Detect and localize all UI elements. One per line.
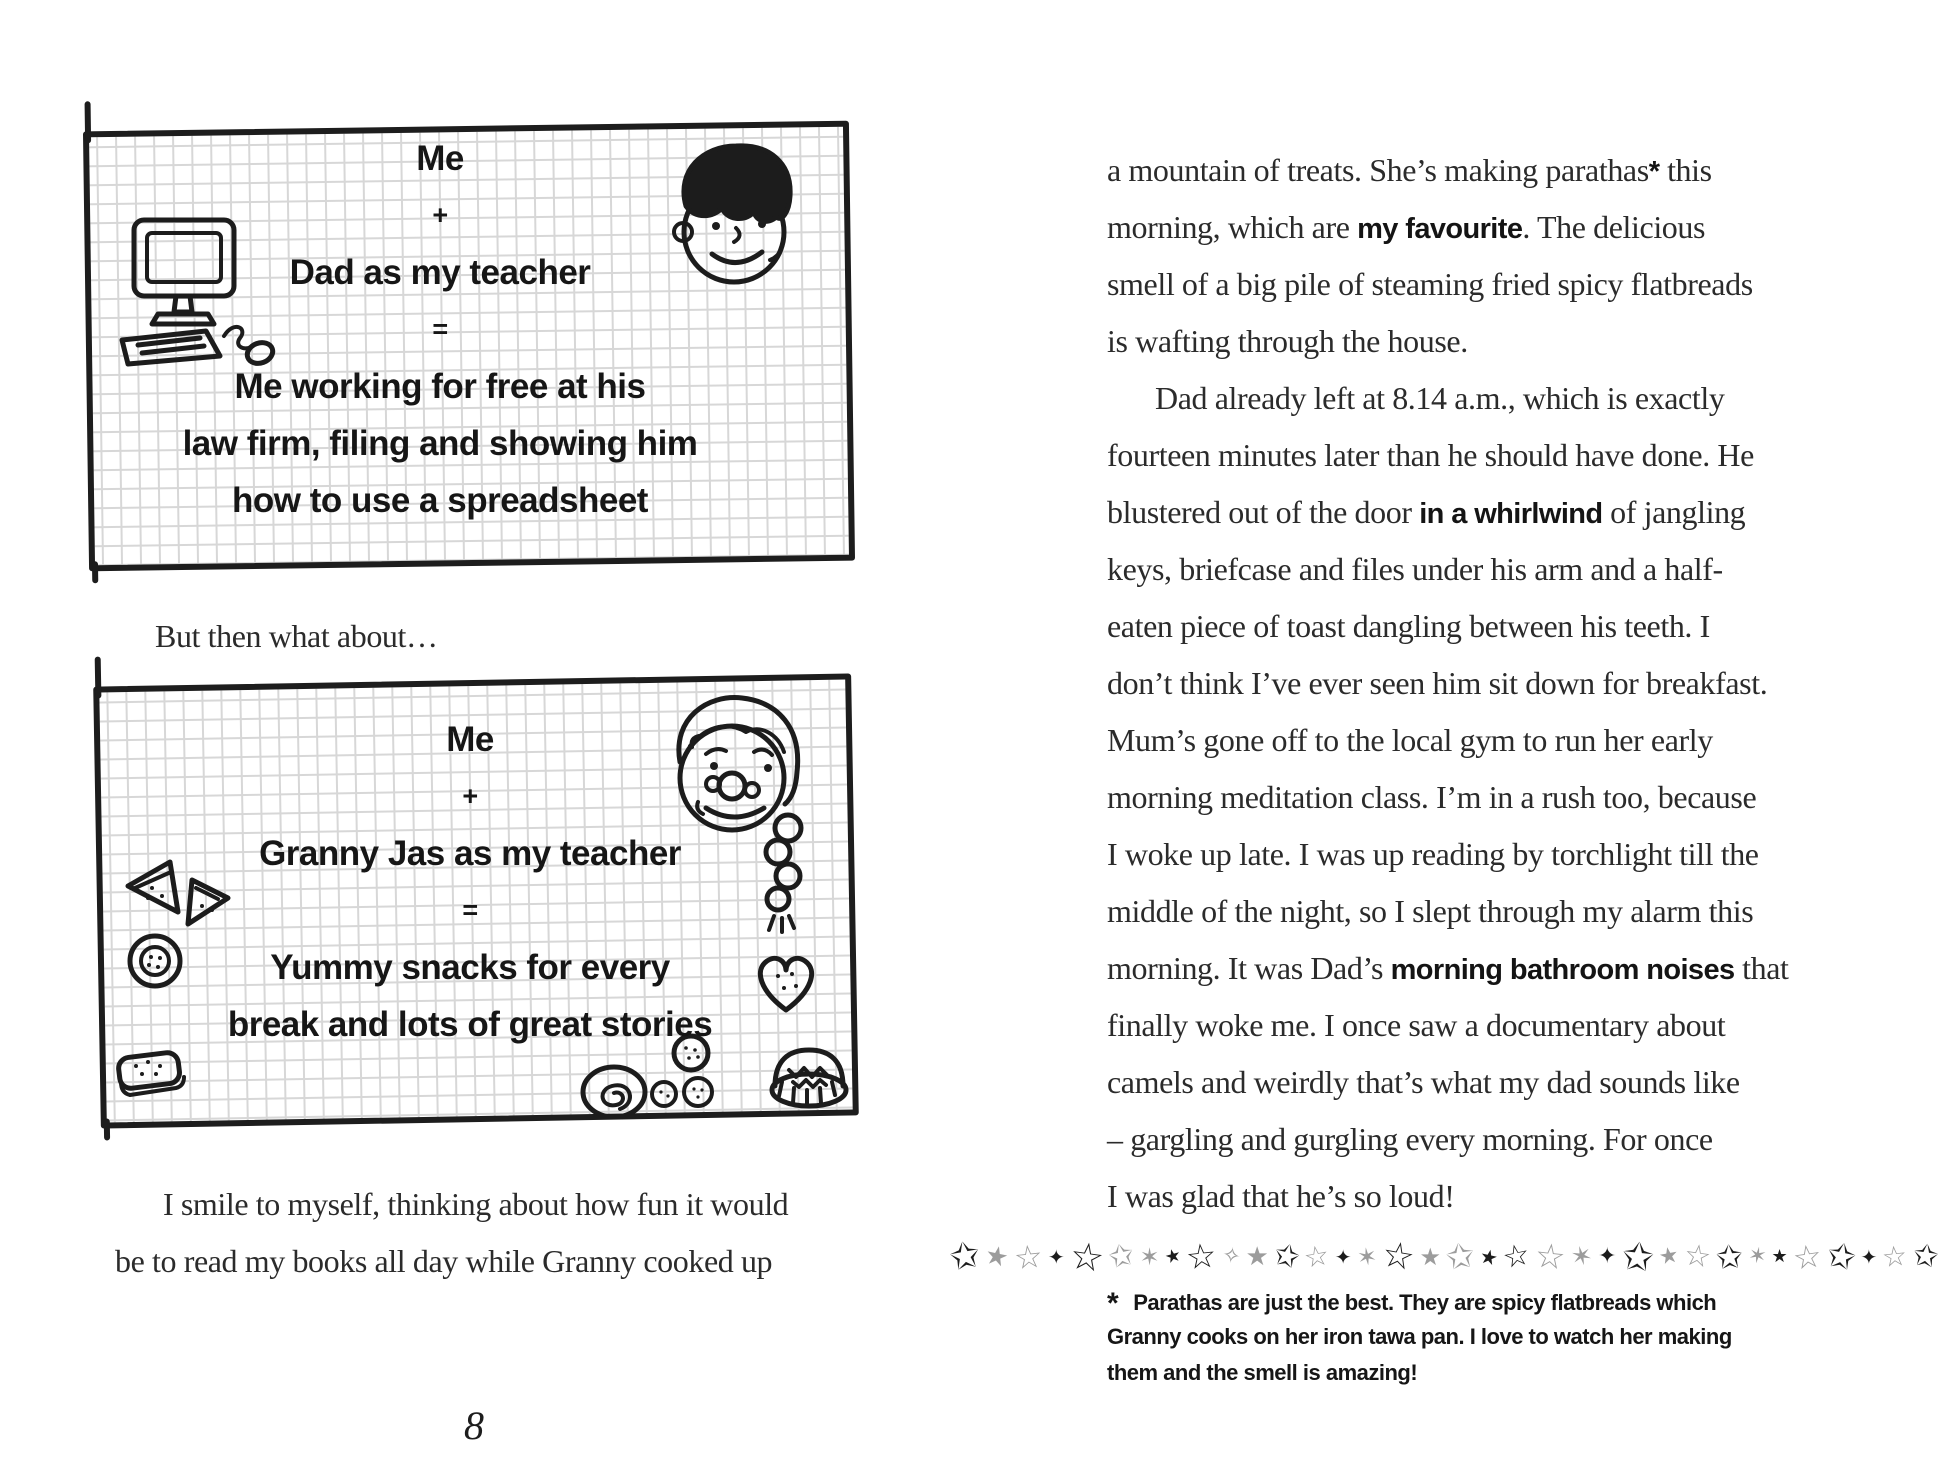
panel-line: law firm, filing and showing him bbox=[182, 424, 698, 463]
text-line: blustered out of the door in a whirlwind of jangling bbox=[1107, 494, 1746, 530]
star-icon: ★ bbox=[1656, 1242, 1681, 1271]
text-line: a mountain of treats. She’s making parathas* this bbox=[1107, 152, 1712, 188]
star-icon: ★ bbox=[1771, 1246, 1788, 1267]
panel-text bbox=[110, 711, 830, 1053]
text-line: morning. It was Dad’s morning bathroom noises that bbox=[1107, 950, 1789, 986]
panel-line: Me bbox=[416, 139, 464, 178]
text-line: eaten piece of toast dangling between his teeth. I bbox=[1107, 608, 1710, 644]
notebook-panel-dad bbox=[86, 126, 852, 566]
star-icon: ✩ bbox=[1714, 1237, 1744, 1277]
star-icon: ✩ bbox=[1443, 1235, 1478, 1279]
panel-line: Me working for free at his bbox=[234, 367, 646, 406]
swirl-bun-icon bbox=[578, 1060, 650, 1124]
star-icon: ✶ bbox=[1139, 1243, 1160, 1271]
footnote-line: Granny cooks on her iron tawa pan. I love to watch her making bbox=[1107, 1324, 1732, 1349]
pie-icon bbox=[765, 1044, 853, 1112]
star-icon: ☆ bbox=[1790, 1236, 1825, 1278]
star-icon: ✩ bbox=[946, 1233, 984, 1280]
text-line: keys, briefcase and files under his arm and a half- bbox=[1107, 551, 1723, 587]
star-icon: ✧ bbox=[1219, 1242, 1243, 1271]
notebook-panel-granny bbox=[97, 680, 855, 1122]
star-icon: ★ bbox=[1162, 1244, 1184, 1269]
star-icon: ✦ bbox=[1334, 1245, 1352, 1269]
text-line: middle of the night, so I slept through my alarm this bbox=[1107, 893, 1754, 929]
panel-line: break and lots of great stories bbox=[227, 1005, 713, 1044]
star-icon: ☆ bbox=[1012, 1236, 1045, 1278]
star-icon: ☆ bbox=[1378, 1233, 1418, 1280]
text-line: I smile to myself, thinking about how fun it would bbox=[163, 1186, 789, 1222]
asterisk-icon: * bbox=[1107, 1287, 1119, 1320]
text-line: camels and weirdly that’s what my dad sounds like bbox=[1107, 1064, 1740, 1100]
footnote-text: Parathas are just the best. They are spicy flatbreads which bbox=[1133, 1290, 1717, 1315]
star-icon: ☆ bbox=[1533, 1235, 1568, 1279]
star-icon: ✩ bbox=[1105, 1236, 1138, 1277]
panel-line: Me bbox=[446, 720, 494, 759]
between-text: But then what about… bbox=[155, 618, 438, 654]
star-icon: ☆ bbox=[1184, 1235, 1219, 1279]
star-icon: ✩ bbox=[1910, 1237, 1941, 1276]
star-icon: ✶ bbox=[1745, 1242, 1769, 1271]
star-icon: ☆ bbox=[1499, 1236, 1534, 1277]
text-line: I woke up late. I was up reading by torchlight till the bbox=[1107, 836, 1759, 872]
text-line: Dad already left at 8.14 a.m., which is exactly bbox=[1155, 380, 1725, 416]
star-icon: ★ bbox=[982, 1239, 1012, 1275]
panel-line: Yummy snacks for every bbox=[270, 948, 670, 987]
text-line: – gargling and gurgling every morning. For once bbox=[1107, 1121, 1713, 1157]
text-line: morning, which are my favourite. The delicious bbox=[1107, 209, 1706, 245]
star-icon: ✦ bbox=[1047, 1245, 1065, 1269]
text-line: Mum’s gone off to the local gym to run her early bbox=[1107, 722, 1713, 758]
star-icon: ✩ bbox=[1822, 1234, 1860, 1280]
text-line: don’t think I’ve ever seen him sit down for breakfast. bbox=[1107, 665, 1768, 701]
star-icon: ☆ bbox=[1301, 1238, 1333, 1275]
star-icon: ✶ bbox=[1354, 1241, 1379, 1273]
panel-line: how to use a spreadsheet bbox=[232, 481, 648, 520]
star-icon: ✦ bbox=[1598, 1244, 1617, 1269]
panel-line: + bbox=[462, 781, 478, 811]
page-number: 8 bbox=[464, 1403, 484, 1448]
star-icon: ★ bbox=[1419, 1243, 1442, 1271]
text-line: be to read my books all day while Granny cooked up bbox=[115, 1243, 773, 1279]
panel-text bbox=[95, 130, 785, 529]
footnote-line bbox=[1107, 1283, 1732, 1319]
text-line: is wafting through the house. bbox=[1107, 323, 1468, 359]
panel-line: = bbox=[462, 895, 478, 925]
star-icon: ★ bbox=[1245, 1242, 1269, 1272]
star-icon: ✩ bbox=[1270, 1236, 1304, 1277]
star-icon: ★ bbox=[1477, 1243, 1501, 1271]
body-text-column bbox=[1107, 142, 1789, 1225]
text-line: I was glad that he’s so loud! bbox=[1107, 1178, 1455, 1214]
star-icon: ✶ bbox=[1567, 1239, 1597, 1275]
star-icon: ☆ bbox=[1681, 1237, 1713, 1276]
panel-line: Dad as my teacher bbox=[289, 253, 591, 292]
panel-line: = bbox=[432, 314, 448, 344]
text-line: finally woke me. I once saw a documentary about bbox=[1107, 1007, 1726, 1043]
star-icon: ✩ bbox=[1619, 1233, 1656, 1281]
star-icon: ☆ bbox=[1066, 1232, 1107, 1282]
text-line: morning meditation class. I’m in a rush too, because bbox=[1107, 779, 1757, 815]
star-divider-row bbox=[946, 1232, 1941, 1282]
closing-paragraph bbox=[115, 1176, 788, 1290]
biscuit-icon bbox=[112, 1046, 194, 1108]
text-line: fourteen minutes later than he should have done. He bbox=[1107, 437, 1754, 473]
footnote bbox=[1107, 1283, 1732, 1391]
footnote-line: them and the smell is amazing! bbox=[1107, 1360, 1418, 1385]
star-icon: ☆ bbox=[1880, 1238, 1910, 1275]
text-line: smell of a big pile of steaming fried spicy flatbreads bbox=[1107, 266, 1753, 302]
panel-line: Granny Jas as my teacher bbox=[259, 834, 681, 873]
star-icon: ✦ bbox=[1860, 1245, 1878, 1269]
panel-line: + bbox=[432, 200, 448, 230]
